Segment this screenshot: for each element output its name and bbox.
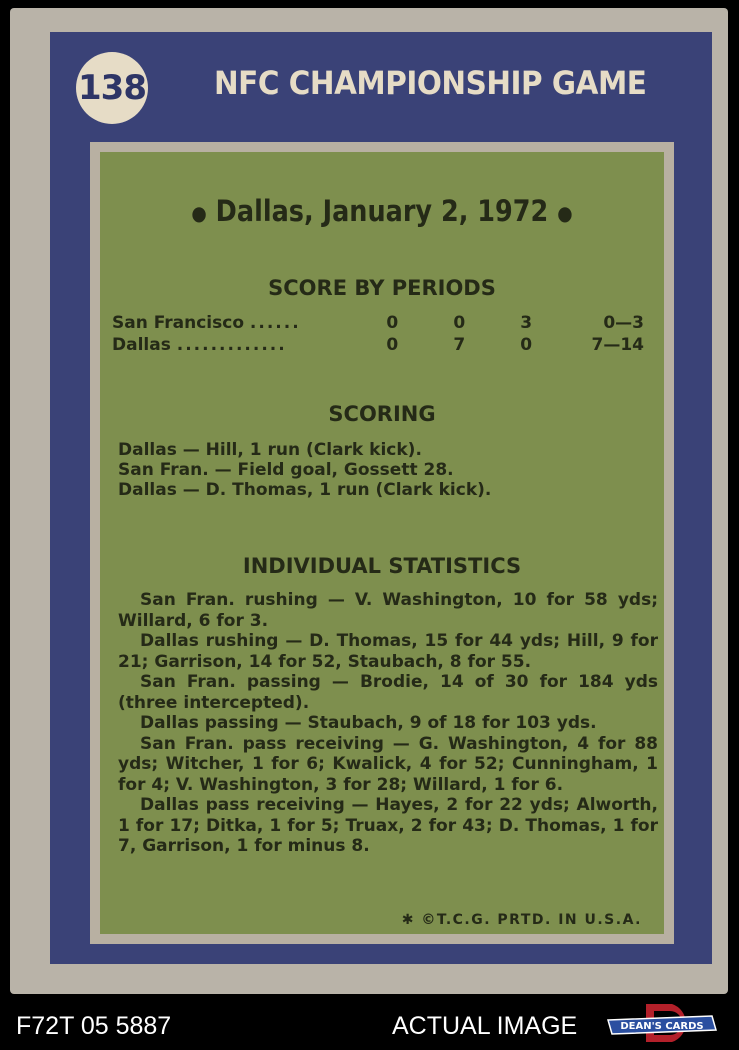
stat-paragraph: San Fran. passing — Brodie, 14 of 30 for 184 yds (three intercepted). [118,672,658,713]
blue-frame [50,32,712,964]
deans-cards-logo [606,1000,718,1046]
period-score: 0 [386,335,399,355]
stat-paragraph: San Fran. pass receiving — G. Washington, 4 for 88 yds; Witcher, 1 for 6; Kwalick, 4 for 52; Cunningham, 1 for 4; V. Washington, 3 for 28; Willard, 1 for 6. [118,733,658,795]
period-score: 7 [591,335,604,355]
individual-statistics [118,590,658,857]
location-date-text: Dallas, January 2, 1972 [215,194,549,228]
actual-image-label: ACTUAL IMAGE [392,1012,578,1040]
period-score: 0 [603,313,616,333]
game-location-date [134,194,630,228]
bullet-icon: ● [191,201,207,225]
period-score: 7 [453,335,466,355]
inner-border [90,142,674,944]
score-row: Dallas ............. 0 7 0 7—14 [112,335,644,355]
dot-leader: ............. [176,335,287,355]
period-score: 0 [386,313,399,333]
dot-leader: ...... [249,313,301,333]
card-title: NFC CHAMPIONSHIP GAME [214,64,647,102]
stat-paragraph: San Fran. rushing — V. Washington, 10 for 58 yds; Willard, 6 for 3. [118,590,658,631]
team-name: Dallas [112,335,171,355]
card-number-badge: 138 [76,52,148,124]
copyright-line: ✱ ©T.C.G. PRTD. IN U.S.A. [401,912,642,928]
inventory-id: F72T 05 5887 [16,1012,172,1040]
scoring-line: San Fran. — Field goal, Gossett 28. [118,460,454,480]
bullet-icon: ● [557,201,573,225]
stat-paragraph: Dallas rushing — D. Thomas, 15 for 44 yds; Hill, 9 for 21; Garrison, 14 for 52, Staubach, 8 for 55. [118,631,658,672]
team-name: San Francisco [112,313,244,333]
trading-card-back [10,8,728,994]
score-heading: SCORE BY PERIODS [268,276,496,300]
final-score: 14 [620,335,644,355]
period-score: 3 [520,313,533,333]
logo-text: DEAN'S CARDS [620,1021,704,1032]
period-score: 0 [453,313,466,333]
scoring-heading: SCORING [328,402,436,426]
period-score: 0 [520,335,533,355]
final-score: 3 [632,313,644,333]
stat-paragraph: Dallas passing — Staubach, 9 of 18 for 103 yds. [140,713,597,733]
score-row: San Francisco ...... 0 0 3 0—3 [112,313,644,333]
scoring-summary [118,440,491,500]
scoring-line: Dallas — Hill, 1 run (Clark kick). [118,440,422,460]
scoring-line: Dallas — D. Thomas, 1 run (Clark kick). [118,480,492,500]
score-table [112,312,658,356]
stats-panel [100,152,664,934]
stats-heading: INDIVIDUAL STATISTICS [242,554,522,578]
stat-paragraph: Dallas pass receiving — Hayes, 2 for 22 yds; Alworth, 1 for 17; Ditka, 1 for 5; Truax, 2 for 43; D. Thomas, 1 for 7, Garrison, 1 for minus 8. [118,795,658,856]
